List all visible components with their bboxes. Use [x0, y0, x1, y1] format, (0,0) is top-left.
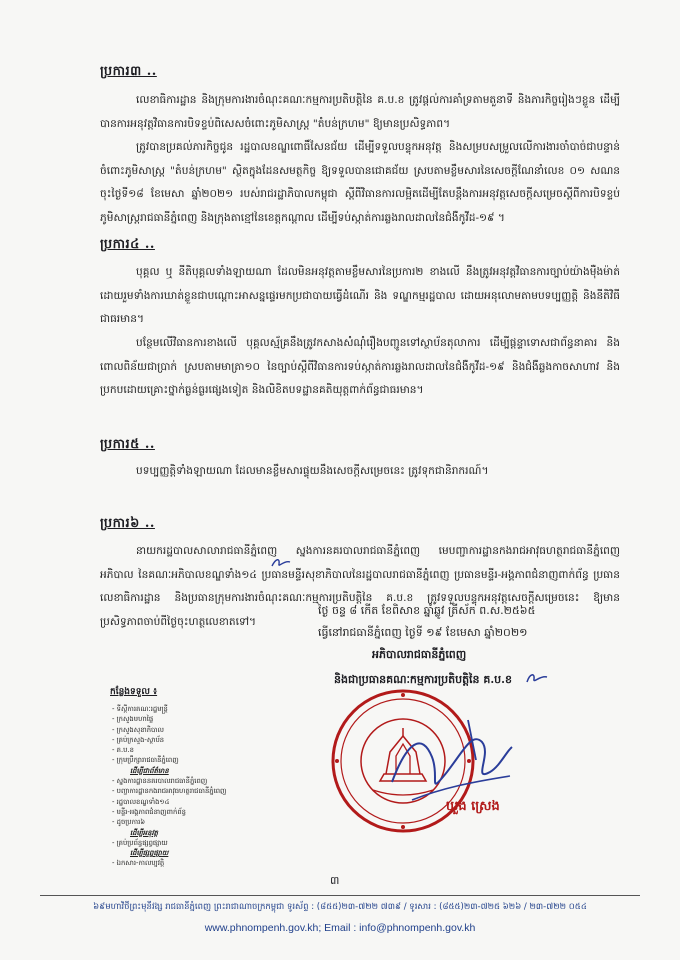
recipient-item: - ទីស្តីការគណៈរដ្ឋមន្ត្រី	[112, 704, 312, 714]
recipient-item: - មន្ទីរ-អង្គភាពជំនាញពាក់ព័ន្ធ	[112, 807, 312, 817]
recipient-item: - គ្រប់ប្រព័ន្ធផ្សព្វផ្សាយ	[112, 838, 312, 848]
recipient-item: - ក្រុមប្រឹក្សារាជធានីភ្នំពេញ	[112, 755, 312, 765]
solar-date: ធ្វើនៅរាជធានីភ្នំពេញ ថ្ងៃទី ១៩ ខែមេសា ឆ្នាំ២០២១	[318, 626, 528, 639]
recipient-item: ដើម្បីជាព័ត៌មាន	[130, 766, 169, 775]
article-6-heading: ប្រការ៦ ..	[100, 516, 155, 531]
recipient-item: ដើម្បីផ្សព្វផ្សាយ	[130, 849, 169, 858]
article-3-paragraph-1: លេខាធិការដ្ឋាន និងក្រុមការងារចំណុះគណៈកម្មការប្រតិបត្តិនៃ គ.ប.ខ ត្រូវផ្តល់ការគាំទ្រតាមតួនាទី និងភារកិច្ចរៀងៗខ្លួន ដើម្បីបានការអនុវត្តវិធានការបិទខ្ទប់ពិសេសចំពោះភូមិសាស្ត្រ "តំបន់ក្រហម" ឱ្យមានប្រសិទ្ធភាព។	[100, 94, 620, 130]
article-3-heading: ប្រការ៣ ..	[100, 64, 157, 79]
article-5-heading: ប្រការ៥ ..	[100, 437, 155, 452]
initial-mark-icon	[524, 670, 550, 686]
recipient-item: ដើម្បីអនុវត្ត	[130, 828, 158, 837]
recipients-list	[112, 704, 312, 869]
recipient-item: - ឯកសារ-កាលប្បវត្តិ	[112, 858, 312, 868]
recipients-title: កន្លែងទទួល ៖	[110, 687, 158, 697]
article-5-paragraph-1: បទប្បញ្ញត្តិទាំងឡាយណា ដែលមានខ្លឹមសារផ្ទុយនឹងសេចក្តីសម្រេចនេះ ត្រូវទុកជានិរាករណ៍។	[136, 465, 489, 477]
page-number: ៣	[330, 874, 340, 887]
footer-contact: www.phnompenh.gov.kh; Email : info@phnompenh.gov.kh	[204, 922, 476, 934]
initial-mark-icon	[270, 556, 292, 570]
signer-title: អភិបាលរាជធានីភ្នំពេញ	[372, 648, 467, 661]
signer-name: ឃួង ស្រេង	[446, 799, 500, 814]
article-6-paragraph-1: នាយករដ្ឋបាលសាលារាជធានីភ្នំពេញ ស្នងការនគរបាលរាជធានីភ្នំពេញ មេបញ្ជាការដ្ឋានកងរាជអាវុធហត្ថរាជធានីភ្នំពេញ អភិបាល នៃគណៈអភិបាលខណ្ឌទាំង១៤ ប្រធានមន្ទីរសុខាភិបាលនៃរដ្ឋបាលរាជធានីភ្នំពេញ ប្រធានមន្ទីរ-អង្គភាពជំនាញពាក់ព័ន្ធ ប្រធានលេខាធិការដ្ឋាន និងប្រធានក្រុមការងារចំណុះគណៈកម្មការប្រតិបត្តិនៃ គ.ប.ខ ត្រូវទទួលបន្ទុកអនុវត្តសេចក្តីសម្រេចនេះ ឱ្យមានប្រសិទ្ធភាពចាប់ពីថ្ងៃចុះហត្ថលេខាតទៅ។	[100, 545, 620, 628]
signer-subtitle: និងជាប្រធានគណៈកម្មការប្រតិបត្តិនៃ គ.ប.ខ	[334, 673, 512, 686]
article-4-paragraph-1: បុគ្គល ឬ នីតិបុគ្គលទាំងឡាយណា ដែលមិនអនុវត្តតាមខ្លឹមសារនៃប្រការ២ ខាងលើ នឹងត្រូវអនុវត្តវិធានការច្បាប់យ៉ាងម៉ឺងម៉ាត់ ដោយរួមទាំងការឃាត់ខ្លួនជាបណ្តោះអាសន្នផ្ទេរមកប្រជាបាយធ្វើដំណើរ និង ទណ្ឌកម្មរដ្ឋបាល ដោយអនុលោមតាមបទប្បញ្ញត្តិ និងនីតិវិធីជាធរមាន។	[100, 266, 620, 325]
footer-divider	[40, 895, 640, 896]
recipient-item: - គ្រប់ក្រសួង-ស្ថាប័ន	[112, 735, 312, 745]
article-3-paragraph-2: ត្រូវបានប្រគល់ភារកិច្ចជូន រដ្ឋបាលខណ្ឌពោធិ៍សែនជ័យ ដើម្បីទទួលបន្ទុកអនុវត្ត និងសម្របសម្រួលលើការងារចាំបាច់ជាបន្ទាន់ចំពោះភូមិសាស្ត្រ "តំបន់ក្រហម" ស្ថិតក្នុងដែនសមត្ថកិច្ច ឱ្យទទួលបានជោគជ័យ ស្របតាមខ្លឹមសារនៃសេចក្តីណែនាំលេខ ០១ សណន ចុះថ្ងៃទី១៨ ខែមេសា ឆ្នាំ២០២១ របស់រាជរដ្ឋាភិបាលកម្ពុជា ស្តីពីវិធានការលម្អិតដើម្បីតែបន្តឹងការអនុវត្តសេចក្តីសម្រេចស្តីពីការបិទខ្ទប់ភូមិសាស្ត្ររាជធានីភ្នំពេញ និងក្រុងតាខ្មៅនៃខេត្តកណ្តាល ដើម្បីទប់ស្កាត់ការឆ្លងរាលដាលនៃជំងឺកូវីដ-១៩ ។	[100, 141, 620, 224]
article-4-paragraph-2: បន្ថែមលើវិធានការខាងលើ បុគ្គលស្ម័គ្រនឹងត្រូវកសាងសំណុំរឿងបញ្ជូនទៅស្ថាប័នតុលាការ ដើម្បីផ្តន្ទាទោសជាព័ន្ធនាគារ និងពោលពិន័យជាប្រាក់ ស្របតាមមាត្រា១០ នៃច្បាប់ស្តីពីវិធានការទប់ស្កាត់ការឆ្លងរាលដាលនៃជំងឺកូវីដ-១៩ និងជំងឺឆ្លងកាចសាហាវ និងប្រកបដោយគ្រោះថ្នាក់ធ្ងន់ធ្ងរផ្សេងទៀត និងលិខិតបទដ្ឋានគតិយុត្តពាក់ព័ន្ធជាធរមាន។	[100, 337, 620, 396]
recipient-item: - ក្រសួងមហាផ្ទៃ	[112, 714, 312, 724]
recipient-item: - បញ្ជាការដ្ឋានកងរាជអាវុធហត្ថរាជធានីភ្នំពេញ	[112, 786, 312, 796]
footer-address: ៦៩មហាវិថីព្រះមុនីវង្ស រាជធានីភ្នំពេញ ព្រះរាជាណាចក្រកម្ពុជា ទូរស័ព្ទ : (៨៥៥)២៣-៧២២ ៧៣៩ / ទូរសារ : (៨៥៥)២៣-៧២៥ ៦២៦ / ២៣-៧២២ ០៥៤	[93, 902, 587, 912]
recipient-item: - គ.ប.ខ	[112, 745, 312, 755]
article-4-heading: ប្រការ៤ ..	[100, 237, 155, 252]
recipient-item: - រដ្ឋបាលខណ្ឌទាំង១៤	[112, 797, 312, 807]
recipient-item: - ដូចប្រការ៦	[112, 817, 312, 827]
recipient-item: - ក្រសួងសុខាភិបាល	[112, 725, 312, 735]
lunar-date: ថ្ងៃ ចន្ទ ៨ កើត ខែពិសាខ ឆ្នាំឆ្លូវ ត្រីស័ក ព.ស.២៥៦៥	[318, 604, 536, 617]
recipient-item: - ស្នងការដ្ឋាននគរបាលរាជធានីភ្នំពេញ	[112, 776, 312, 786]
